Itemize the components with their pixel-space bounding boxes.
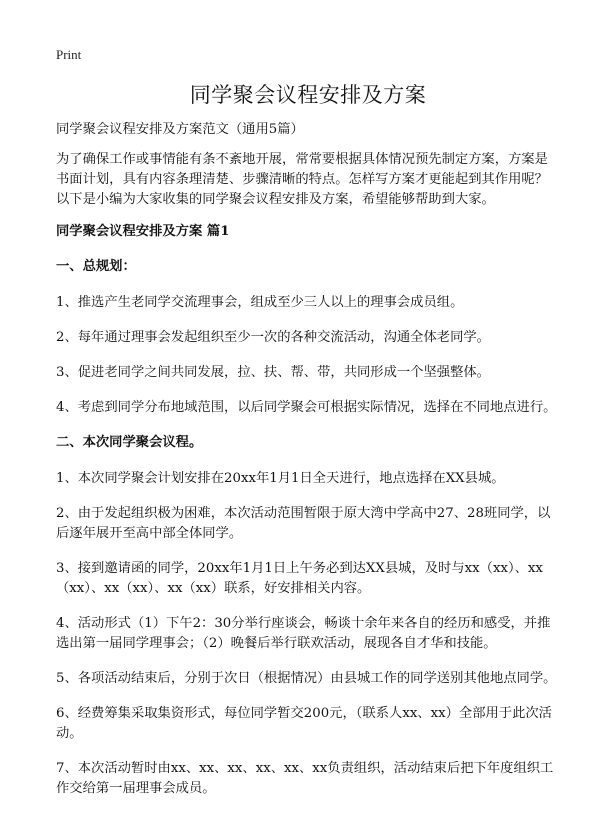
list-item: 1、推选产生老同学交流理事会，组成至少三人以上的理事会成员组。 bbox=[56, 295, 464, 310]
list-item: 1、本次同学聚会计划安排在20xx年1月1日全天进行，地点选择在XX县城。 bbox=[56, 471, 505, 486]
list-item: 2、每年通过理事会发起组织至少一次的各种交流活动，沟通全体老同学。 bbox=[56, 330, 490, 345]
document-subtitle: 同学聚会议程安排及方案范文（通用5篇） bbox=[56, 122, 304, 137]
list-item: 2、由于发起组织极为困难，本次活动范围暂限于原大湾中学高中27、28班同学，以后逐年展开至高中部全体同学。 bbox=[56, 506, 551, 541]
list-item: 3、促进老同学之间共同发展，拉、扶、帮、带，共同形成一个坚强整体。 bbox=[56, 365, 490, 380]
part1-heading: 一、总规划： bbox=[56, 259, 136, 274]
list-item: 7、本次活动暂时由xx、xx、xx、xx、xx、xx负责组织，活动结束后把下年度组织工作交给第一届理事会成员。 bbox=[56, 761, 554, 796]
part2-heading: 二、本次同学聚会议程。 bbox=[56, 435, 203, 450]
print-link[interactable]: Print bbox=[56, 47, 82, 62]
list-item: 4、活动形式（1）下午2：30分举行座谈会，畅谈十余年来各自的经历和感受，并推选出第一届同学理事会；（2）晚餐后举行联欢活动，展现各自才华和技能。 bbox=[56, 616, 551, 651]
part2-items bbox=[56, 469, 560, 799]
intro-paragraph: 为了确保工作或事情能有条不紊地开展，常常要根据具体情况预先制定方案，方案是书面计划，具有内容条理清楚、步骤清晰的特点。怎样写方案才更能起到其作用呢？以下是小编为大家收集的同学聚会议程安排及方案，希望能够帮助到大家。 bbox=[56, 152, 548, 207]
part1-items bbox=[56, 293, 560, 418]
list-item: 3、接到邀请函的同学，20xx年1月1日上午务必到达XX县城，及时与xx（xx）、xx（xx）、xx（xx）、xx（xx）联系，好安排相关内容。 bbox=[56, 561, 543, 596]
list-item: 5、各项活动结束后，分别于次日（根据情况）由县城工作的同学送别其他地点同学。 bbox=[56, 671, 557, 686]
section-title: 同学聚会议程安排及方案 篇1 bbox=[56, 224, 230, 239]
list-item: 4、考虑到同学分布地域范围，以后同学聚会可根据实际情况，选择在不同地点进行。 bbox=[56, 400, 557, 415]
document-title: 同学聚会议程安排及方案 bbox=[189, 83, 427, 107]
list-item: 6、经费筹集采取集资形式，每位同学暂交200元，（联系人xx、xx）全部用于此次活动。 bbox=[56, 706, 552, 741]
